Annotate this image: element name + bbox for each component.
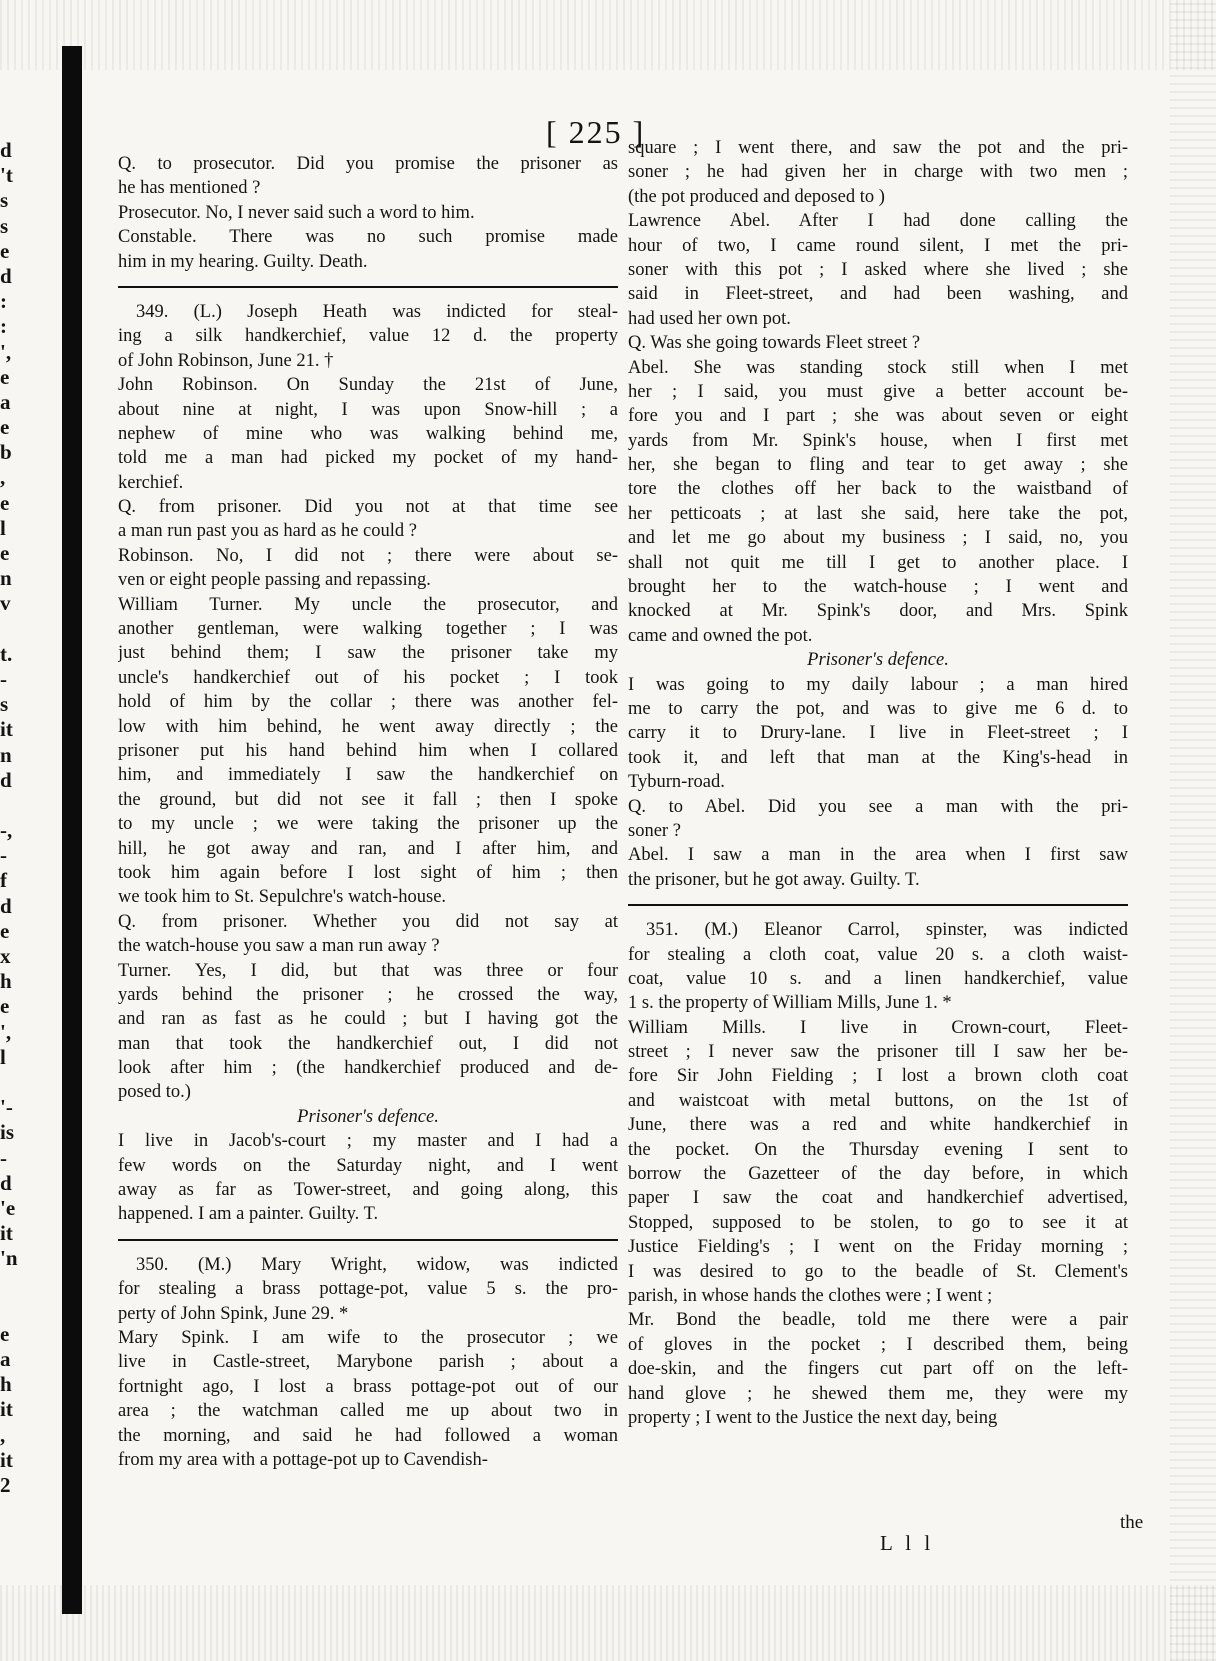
text-line: hour of two, I came round silent, I met the pri- <box>628 235 1128 256</box>
margin-fragment: '- <box>0 1095 13 1120</box>
text-line: Turner. Yes, I did, but that was three or four <box>118 960 618 981</box>
margin-fragment: - <box>0 1145 7 1170</box>
margin-fragment <box>0 1271 40 1296</box>
margin-fragment: is <box>0 1120 15 1145</box>
text-line: her petticoats ; at last she said, here take the pot, <box>628 503 1128 524</box>
margin-fragment: s <box>0 213 9 238</box>
text-line: Mr. Bond the beadle, told me there were a pair <box>628 1310 1128 1331</box>
text-line: 350. (M.) Mary Wright, widow, was indicted <box>136 1254 618 1275</box>
text-line: yards from Mr. Spink's house, when I first met <box>628 430 1128 451</box>
margin-fragment: s <box>0 692 9 717</box>
margin-fragment: - <box>0 666 7 691</box>
margin-fragment <box>0 617 40 642</box>
text-line: hold of him by the collar ; there was another fel- <box>118 692 618 713</box>
margin-fragment: 't <box>0 163 13 188</box>
margin-fragment: v <box>0 591 11 616</box>
text-line: (the pot produced and deposed to ) <box>628 186 885 207</box>
text-line: for stealing a brass pottage-pot, value 5 s. the pro- <box>118 1279 618 1300</box>
margin-fragment: d <box>0 893 12 918</box>
margin-fragment: d <box>0 263 12 288</box>
margin-fragment: e <box>0 1321 10 1346</box>
text-line: Q. from prisoner. Whether you did not say at <box>118 911 618 932</box>
text-line: I was going to my daily labour ; a man hired <box>628 674 1128 695</box>
text-line: street ; I never saw the prisoner till I saw her be- <box>628 1042 1128 1063</box>
margin-fragment: d <box>0 767 12 792</box>
text-line: William Turner. My uncle the prosecutor, and <box>118 594 618 615</box>
text-line: ing a silk handkerchief, value 12 d. the property <box>118 326 618 347</box>
text-line: I was desired to go to the beadle of St. Clement's <box>628 1261 1128 1282</box>
text-line: me to carry the pot, and was to give me 6 d. to <box>628 698 1128 719</box>
text-line: 351. (M.) Eleanor Carrol, spinster, was indicted <box>646 920 1128 941</box>
section-rule <box>118 1239 618 1241</box>
text-line: a man run past you as hard as he could ? <box>118 521 417 542</box>
margin-fragment: ', <box>0 339 12 364</box>
margin-fragment: it <box>0 1221 13 1246</box>
text-line: Constable. There was no such promise made <box>118 227 618 248</box>
margin-fragment: d <box>0 1170 12 1195</box>
text-line: live in Castle-street, Marybone parish ; about a <box>118 1352 618 1373</box>
margin-fragment: d <box>0 138 12 162</box>
text-line: soner ; he had given her in charge with two men ; <box>628 162 1128 183</box>
text-line: few words on the Saturday night, and I went <box>118 1155 618 1176</box>
text-line: tore the clothes off her back to the waistband of <box>628 479 1128 500</box>
text-line: Mary Spink. I am wife to the prosecutor ; we <box>118 1327 618 1348</box>
text-line: Q. to prosecutor. Did you promise the prisoner as <box>118 154 618 174</box>
text-line: Q. from prisoner. Did you not at that time see <box>118 497 618 518</box>
text-line: nephew of mine who was walking behind me, <box>118 423 618 444</box>
margin-fragment: ', <box>0 1019 12 1044</box>
text-line: her, she began to fling and tear to get away ; she <box>628 455 1128 476</box>
text-line: to my uncle ; we were taking the prisoner up the <box>118 814 618 835</box>
text-line: kerchief. <box>118 472 184 493</box>
margin-fragment: e <box>0 490 10 515</box>
text-line: yards behind the prisoner ; he crossed the way, <box>118 984 618 1005</box>
text-line: man that took the handkerchief out, I did not <box>118 1033 618 1054</box>
text-line: came and owned the pot. <box>628 625 813 646</box>
text-line: another gentleman, were walking together ; I was <box>118 619 618 640</box>
section-rule <box>628 904 1128 906</box>
text-line: posed to.) <box>118 1082 191 1103</box>
text-line: Q. to Abel. Did you see a man with the pri- <box>628 796 1128 817</box>
text-line: the prisoner, but he got away. Guilty. T. <box>628 869 920 890</box>
margin-fragment: t. <box>0 641 13 666</box>
text-line: Justice Fielding's ; I went on the Friday morning ; <box>628 1237 1128 1258</box>
text-line: brought her to the watch-house ; I went and <box>628 577 1128 598</box>
text-line: uncle's handkerchief out of his pocket ; I took <box>118 667 618 688</box>
right-column <box>628 136 1128 1430</box>
text-line: shall not quit me till I get to another place. I <box>628 552 1128 573</box>
text-line: her ; I said, you must give a better account be- <box>628 381 1128 402</box>
text-line: area ; the watchman called me up about two in <box>118 1401 618 1422</box>
margin-fragment: a <box>0 389 11 414</box>
margin-fragment: it <box>0 717 13 742</box>
margin-fragment: e <box>0 238 10 263</box>
text-line: from my area with a pottage-pot up to Cavendish- <box>118 1449 488 1470</box>
text-line: the watch-house you saw a man run away ? <box>118 936 440 957</box>
text-line: William Mills. I live in Crown-court, Fleet- <box>628 1017 1128 1038</box>
margin-fragment: -, <box>0 818 13 843</box>
margin-fragment <box>0 1297 40 1322</box>
text-line: hill, he got away and ran, and I after him, and <box>118 838 618 859</box>
margin-fragment: x <box>0 944 11 968</box>
text-line: carry it to Drury-lane. I live in Fleet-street ; I <box>628 723 1128 744</box>
scan-noise-top <box>0 0 1216 70</box>
text-line: Prosecutor. No, I never said such a word to him. <box>118 202 475 223</box>
margin-fragment: it <box>0 1397 13 1422</box>
text-line: and ran as fast as he could ; but I having got the <box>118 1009 618 1030</box>
margin-fragment: e <box>0 918 10 943</box>
margin-fragment <box>0 1070 40 1095</box>
text-line: we took him to St. Sepulchre's watch-house. <box>118 887 447 908</box>
text-line: took it, and left that man at the King's-head in <box>628 747 1128 768</box>
text-line: for stealing a cloth coat, value 20 s. a cloth waist- <box>628 944 1128 965</box>
page-number: [ 225 ] <box>546 114 646 150</box>
text-line: Tyburn-road. <box>628 772 725 793</box>
text-line: soner with this pot ; I asked where she lived ; she <box>628 259 1128 280</box>
text-line: Q. Was she going towards Fleet street ? <box>628 333 921 354</box>
text-line: 1 s. the property of William Mills, June 1. * <box>628 993 952 1014</box>
text-line: just behind them; I saw the prisoner take my <box>118 643 618 664</box>
text-line: the morning, and said he had followed a woman <box>118 1425 618 1446</box>
text-line: had used her own pot. <box>628 308 791 329</box>
text-line: Stopped, supposed to be stolen, to go to see it at <box>628 1212 1128 1233</box>
text-line: Prisoner's defence. <box>807 650 949 671</box>
text-line: Robinson. No, I did not ; there were about se- <box>118 545 618 566</box>
margin-fragment: : <box>0 289 7 314</box>
text-line: he has mentioned ? <box>118 178 261 199</box>
margin-fragment: h <box>0 969 12 994</box>
margin-fragment: n <box>0 566 12 591</box>
text-line: fore you and I part ; she was about seven or eight <box>628 406 1128 427</box>
margin-fragment: h <box>0 1372 12 1397</box>
text-line: square ; I went there, and saw the pot and the pri- <box>628 138 1128 158</box>
text-line: 349. (L.) Joseph Heath was indicted for steal- <box>136 301 618 322</box>
text-line: told me a man had picked my pocket of my hand- <box>118 448 618 469</box>
margin-fragment: 2 <box>0 1472 11 1497</box>
text-line: June, there was a red and white handkerchief in <box>628 1115 1128 1136</box>
margin-fragment: 'e <box>0 1195 16 1220</box>
margin-fragment: n <box>0 742 12 767</box>
text-line: the ground, but did not see it fall ; then I spoke <box>118 789 618 810</box>
margin-fragment: l <box>0 515 6 540</box>
text-line: of John Robinson, June 21. † <box>118 350 334 371</box>
text-line: about nine at night, I was upon Snow-hill ; a <box>118 399 618 420</box>
scan-noise-right <box>1170 0 1216 1661</box>
text-line: I live in Jacob's-court ; my master and I had a <box>118 1131 618 1152</box>
margin-fragment: l <box>0 1044 6 1069</box>
text-line: ven or eight people passing and repassing. <box>118 570 431 591</box>
text-line: John Robinson. On Sunday the 21st of June, <box>118 375 618 396</box>
margin-fragment: e <box>0 364 10 389</box>
margin-fragment: - <box>0 843 7 868</box>
margin-fragment: e <box>0 994 10 1019</box>
text-line: Prisoner's defence. <box>297 1106 439 1127</box>
margin-fragment: it <box>0 1447 13 1472</box>
text-line: and let me go about my business ; I said, no, you <box>628 528 1128 549</box>
margin-fragment: a <box>0 1347 11 1371</box>
text-line: perty of John Spink, June 29. * <box>118 1303 349 1324</box>
margin-fragment <box>0 793 40 818</box>
text-line: of gloves in the pocket ; I described them, being <box>628 1334 1128 1355</box>
margin-fragment: , <box>0 1422 6 1447</box>
text-line: low with him behind, he went away directly ; the <box>118 716 618 737</box>
text-line: fortnight ago, I lost a brass pottage-pot out of our <box>118 1376 618 1397</box>
left-column <box>118 152 618 1472</box>
text-line: said in Fleet-street, and had been washing, and <box>628 284 1128 305</box>
text-line: took him again before I lost sight of him ; then <box>118 862 618 883</box>
margin-fragment: e <box>0 415 10 440</box>
text-line: happened. I am a painter. Guilty. T. <box>118 1204 379 1225</box>
scan-noise-bottom <box>0 1585 1216 1661</box>
margin-fragments <box>0 138 40 1498</box>
text-line: borrow the Gazetteer of the day before, in which <box>628 1164 1128 1185</box>
text-line: Abel. She was standing stock still when I met <box>628 357 1128 378</box>
text-line: paper I saw the coat and handkerchief advertised, <box>628 1188 1128 1209</box>
text-line: Lawrence Abel. After I had done calling the <box>628 211 1128 232</box>
catchword: the <box>1120 1512 1144 1533</box>
text-line: parish, in whose hands the clothes were ; I went ; <box>628 1285 993 1306</box>
text-line: fore Sir John Fielding ; I lost a brown cloth coat <box>628 1066 1128 1087</box>
text-line: soner ? <box>628 820 681 841</box>
margin-fragment: : <box>0 314 7 339</box>
text-line: knocked at Mr. Spink's door, and Mrs. Spink <box>628 601 1128 622</box>
text-line: property ; I went to the Justice the next day, being <box>628 1407 998 1428</box>
margin-fragment: s <box>0 188 9 213</box>
margin-fragment: e <box>0 541 10 565</box>
text-line: coat, value 10 s. and a linen handkerchief, value <box>628 968 1128 989</box>
text-line: and waistcoat with metal buttons, on the 1st of <box>628 1090 1128 1111</box>
binding-edge <box>62 46 82 1614</box>
margin-fragment: f <box>0 868 7 893</box>
text-line: him, and immediately I saw the handkerchief on <box>118 765 618 786</box>
margin-fragment: 'n <box>0 1246 18 1271</box>
text-line: look after him ; (the handkerchief produced and de- <box>118 1058 618 1079</box>
text-line: hand glove ; he shewed them me, they were my <box>628 1383 1128 1404</box>
margin-fragment: b <box>0 440 12 465</box>
text-line: doe-skin, and the fingers cut part off on the left- <box>628 1359 1128 1380</box>
text-line: him in my hearing. Guilty. Death. <box>118 251 368 272</box>
text-line: prisoner put his hand behind him when I collared <box>118 740 618 761</box>
text-line: away as far as Tower-street, and going along, this <box>118 1180 618 1201</box>
text-line: Abel. I saw a man in the area when I first saw <box>628 845 1128 866</box>
text-line: the pocket. On the Thursday evening I sent to <box>628 1139 1128 1160</box>
signature-mark: L l l <box>880 1531 935 1555</box>
margin-fragment: , <box>0 465 6 490</box>
section-rule <box>118 286 618 288</box>
